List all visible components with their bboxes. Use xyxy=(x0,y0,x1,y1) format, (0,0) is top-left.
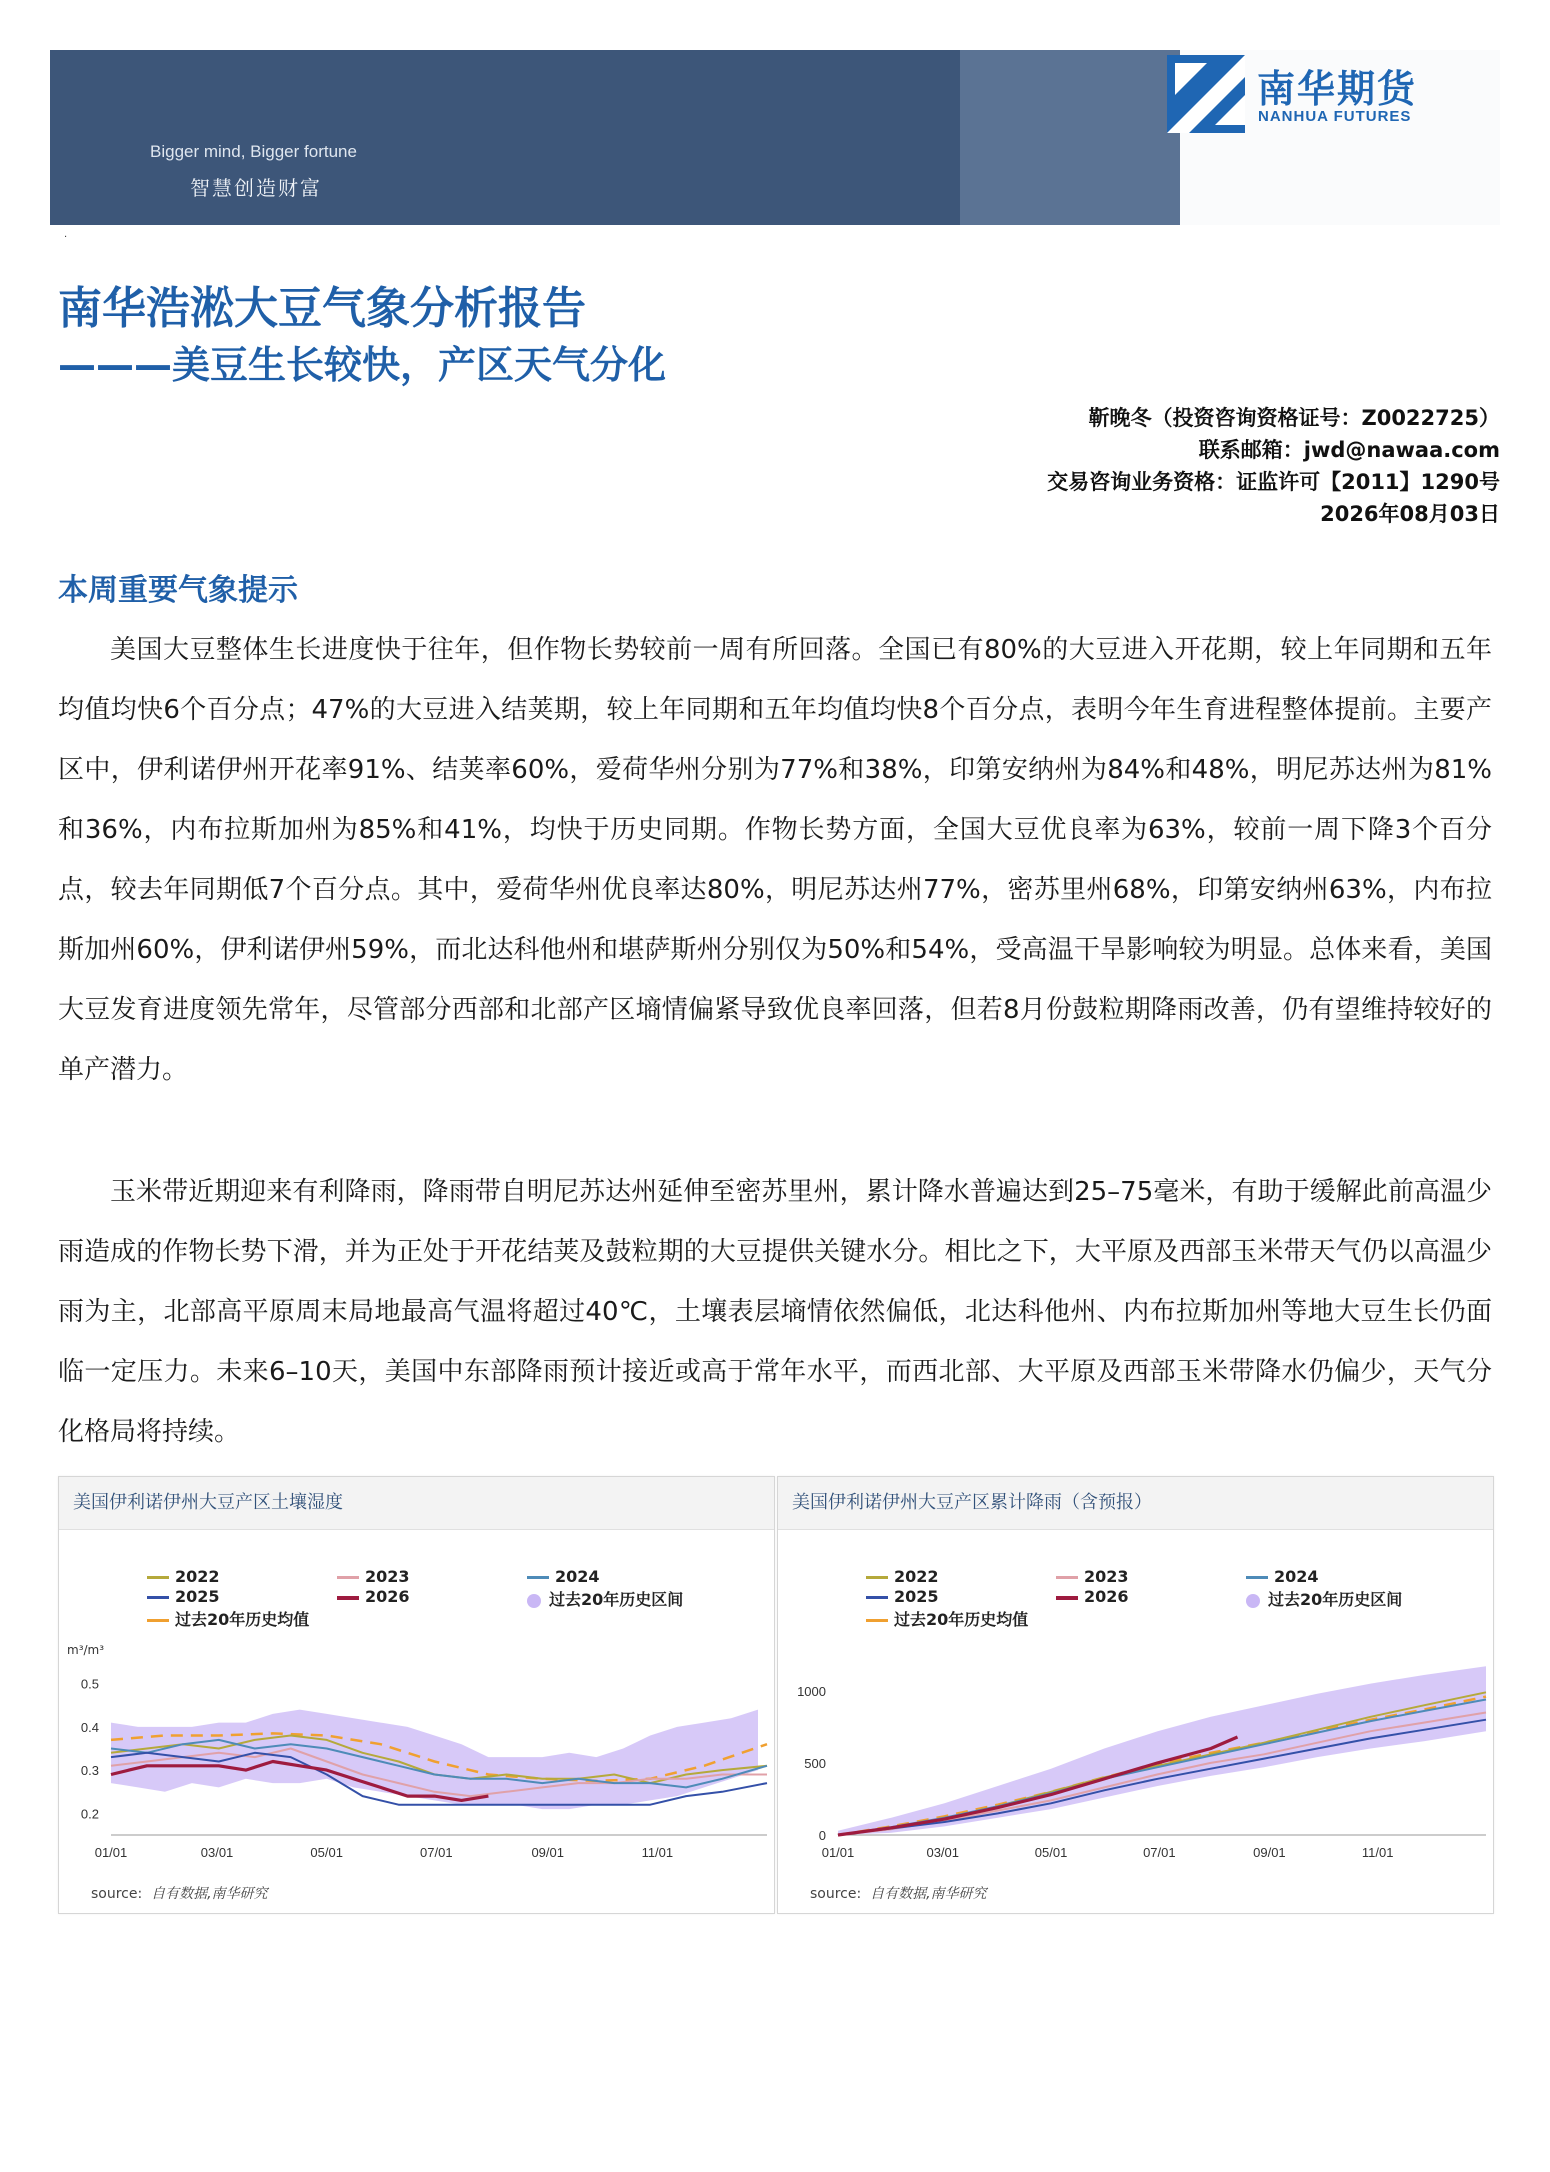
legend-label: 2023 xyxy=(365,1567,410,1586)
chart-source-text: 自有数据,南华研究 xyxy=(870,1886,987,1902)
legend-label: 2023 xyxy=(1084,1567,1129,1586)
legend-label: 过去20年历史区间 xyxy=(549,1590,684,1609)
legend-label: 2026 xyxy=(1084,1587,1129,1606)
x-tick-label: 07/01 xyxy=(420,1845,453,1860)
report-subtitle: ———美豆生长较快，产区天气分化 xyxy=(58,343,667,387)
x-tick-label: 11/01 xyxy=(1361,1845,1394,1860)
y-tick-label: 0.4 xyxy=(80,1719,99,1735)
y-axis-label: m³/m³ xyxy=(67,1643,105,1657)
x-tick-label: 09/01 xyxy=(531,1845,565,1860)
report-title: 南华浩淞大豆气象分析报告 xyxy=(58,283,586,334)
legend-label: 过去20年历史均值 xyxy=(894,1610,1029,1629)
nanhua-logo-icon xyxy=(1167,55,1245,133)
author-block xyxy=(1047,402,1500,530)
chart-title: 美国伊利诺伊州大豆产区土壤湿度 xyxy=(59,1477,774,1530)
banner-stripe xyxy=(960,50,1180,225)
x-tick-label: 07/01 xyxy=(1143,1845,1176,1860)
legend-label: 2022 xyxy=(894,1567,939,1586)
license-line: 交易咨询业务资格：证监许可【2011】1290号 xyxy=(1047,470,1500,494)
legend-label: 2024 xyxy=(555,1567,600,1586)
soil-moisture-chart xyxy=(59,1530,774,1880)
section-heading: 本周重要气象提示 xyxy=(58,573,298,608)
chart-source-text: 自有数据,南华研究 xyxy=(151,1886,268,1902)
logo-text-cn: 南华期货 xyxy=(1257,67,1418,111)
legend-label: 2025 xyxy=(894,1587,939,1606)
chart-panel-soil-moisture xyxy=(58,1476,775,1914)
legend-label: 2025 xyxy=(175,1587,220,1606)
paragraph: 美国大豆整体生长进度快于往年，但作物长势较前一周有所回落。全国已有80%的大豆进入开花期，较上年同期和五年均值均快6个百分点；47%的大豆进入结荚期，较上年同期和五年均值均快8个百分点，表明今年生育进程整体提前。主要产区中，伊利诺伊州开花率91%、结荚率60%，爱荷华州分别为77%和38%，印第安纳州为84%和48%，明尼苏达州为81%和36%，内布拉斯加州为85%和41%，均快于历史同期。作物长势方面，全国大豆优良率为63%，较前一周下降3个百分点，较去年同期低7个百分点。其中，爱荷华州优良率达80%，明尼苏达州77%，密苏里州68%，印第安纳州63%，内布拉斯加州60%，伊利诺伊州59%，而北达科他州和堪萨斯州分别仅为50%和54%，受高温干旱影响较为明显。总体来看，美国大豆发育进度领先常年，尽管部分西部和北部产区墒情偏紧导致优良率回落，但若8月份鼓粒期降雨改善，仍有望维持较好的单产潜力。 xyxy=(58,635,1492,1085)
legend-label: 2024 xyxy=(1274,1567,1319,1586)
logo-text-en: NANHUA FUTURES xyxy=(1258,108,1412,125)
x-tick-label: 01/01 xyxy=(821,1845,855,1860)
report-date: 2026年08月03日 xyxy=(1320,502,1500,526)
cumulative-rain-chart xyxy=(778,1530,1493,1880)
legend-label: 过去20年历史均值 xyxy=(175,1610,310,1629)
history-range-band xyxy=(838,1666,1486,1835)
y-tick-label: 0.3 xyxy=(80,1763,99,1779)
legend-label: 过去20年历史区间 xyxy=(1268,1590,1403,1609)
chart-panel-cumulative-rain xyxy=(777,1476,1494,1914)
y-tick-label: 0 xyxy=(818,1828,826,1843)
tagline-en: Bigger mind, Bigger fortune xyxy=(150,142,357,161)
x-tick-label: 05/01 xyxy=(310,1845,343,1860)
legend-label: 2022 xyxy=(175,1567,220,1586)
y-tick-label: 0.2 xyxy=(80,1806,99,1822)
chart-title: 美国伊利诺伊州大豆产区累计降雨（含预报） xyxy=(778,1477,1493,1530)
x-tick-label: 05/01 xyxy=(1034,1845,1068,1860)
tagline-cn: 智慧创造财富 xyxy=(190,176,322,200)
x-tick-label: 09/01 xyxy=(1253,1845,1286,1860)
chart-source: source: 自有数据,南华研究 xyxy=(91,1886,268,1902)
x-tick-label: 01/01 xyxy=(94,1845,128,1860)
y-tick-label: 500 xyxy=(804,1755,826,1771)
y-tick-label: 0.5 xyxy=(80,1676,99,1692)
author-line: 靳晚冬（投资咨询资格证号：Z0022725） xyxy=(1088,406,1500,430)
x-tick-label: 11/01 xyxy=(641,1845,674,1860)
x-tick-label: 03/01 xyxy=(200,1845,234,1860)
legend-label: 2026 xyxy=(365,1587,410,1606)
chart-source: source: 自有数据,南华研究 xyxy=(810,1886,987,1902)
paragraph: 玉米带近期迎来有利降雨，降雨带自明尼苏达州延伸至密苏里州，累计降水普遍达到25–75毫米，有助于缓解此前高温少雨造成的作物长势下滑，并为正处于开花结荚及鼓粒期的大豆提供关键水分。相比之下，大平原及西部玉米带天气仍以高温少雨为主，北部高平原周末局地最高气温将超过40℃，土壤表层墒情依然偏低，北达科他州、内布拉斯加州等地大豆生长仍面临一定压力。未来6–10天，美国中东部降雨预计接近或高于常年水平，而西北部、大平原及西部玉米带降水仍偏少，天气分化格局将持续。 xyxy=(58,1177,1492,1447)
x-tick-label: 03/01 xyxy=(926,1845,960,1860)
divider-dot: · xyxy=(64,232,68,243)
email-line: 联系邮箱：jwd@nawaa.com xyxy=(1198,438,1500,462)
y-tick-label: 1000 xyxy=(797,1683,826,1699)
